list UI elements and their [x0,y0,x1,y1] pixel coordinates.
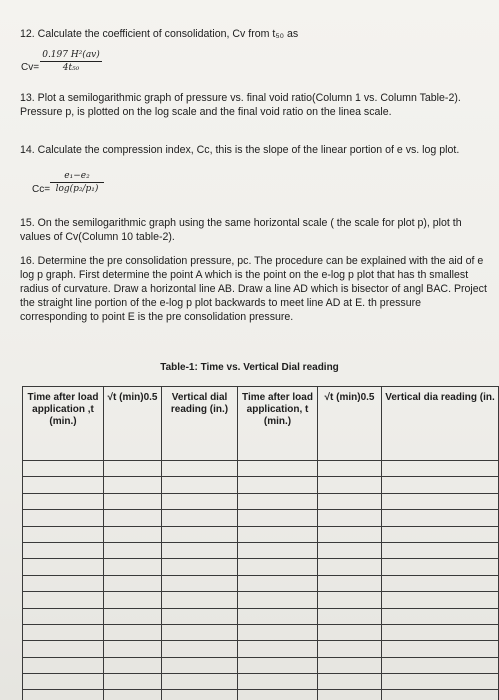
table-cell [162,690,238,700]
table-cell [162,608,238,624]
table-cell [162,657,238,673]
table-cell [23,510,104,526]
table-cell [382,575,499,591]
table-cell [238,461,318,477]
table-cell [382,477,499,493]
cc-numerator: e₁−e₂ [64,171,90,181]
table-cell [104,559,162,575]
table-cell [23,608,104,624]
table-cell [104,608,162,624]
table-cell [162,641,238,657]
table-cell [382,657,499,673]
table-cell [238,510,318,526]
table-cell [104,690,162,700]
cc-fraction [50,171,104,194]
fraction-bar [50,182,104,183]
table-cell [318,624,382,640]
table-cell [23,477,104,493]
table-cell [238,624,318,640]
table-cell [238,559,318,575]
cc-lhs: Cc= [32,184,51,195]
table-header-row [23,387,499,461]
table-row [23,461,499,477]
table-row [23,674,499,690]
cc-denominator: log(p₂/p₁) [55,184,99,194]
table-cell [238,592,318,608]
table-cell [162,493,238,509]
table-row [23,542,499,558]
table-cell [23,575,104,591]
item-16: 16. Determine the pre consolidation pressure, pc. The procedure can be explained with the aid of e log p graph. First determine the point A which is the point on the e-log p plot that has th smallest radius of curvature. Draw a horizontal line AB. Draw a line AD which is bisector of angl BAC. Project the straight line portion of the e-log p plot backwards to meet line AD at E. th pressure corresponding to point E is the pre consolidation pressure. [20,255,487,323]
table-cell [238,542,318,558]
table-cell [162,510,238,526]
table-cell [23,493,104,509]
table-cell [23,461,104,477]
table-cell [238,477,318,493]
table-cell [104,624,162,640]
table-cell [318,559,382,575]
table-cell [162,542,238,558]
header-sqrt-t-2: √t (min)0.5 [318,387,382,461]
table-row [23,559,499,575]
table-cell [162,674,238,690]
table-cell [104,461,162,477]
table-cell [23,526,104,542]
table-cell [23,624,104,640]
table-cell [162,624,238,640]
table-cell [318,461,382,477]
table-row [23,657,499,673]
table-cell [318,657,382,673]
cv-fraction [40,50,102,73]
table-row [23,641,499,657]
table-cell [382,493,499,509]
table-cell [318,493,382,509]
table-cell [162,526,238,542]
table-cell [162,559,238,575]
table-cell [23,674,104,690]
cv-lhs: Cv= [21,62,40,73]
table-cell [238,526,318,542]
table-caption: Table-1: Time vs. Vertical Dial reading [160,362,339,373]
table-cell [382,526,499,542]
table-cell [318,592,382,608]
header-time-1: Time after load application ,t (min.) [23,387,104,461]
table-cell [238,657,318,673]
table-cell [318,542,382,558]
table-cell [382,559,499,575]
table-cell [318,690,382,700]
table-cell [382,592,499,608]
table-row [23,493,499,509]
table-row [23,526,499,542]
table-cell [162,461,238,477]
table-cell [104,477,162,493]
table-cell [382,674,499,690]
table-row [23,592,499,608]
item-12: 12. Calculate the coefficient of consolidation, Cv from t₅₀ as [20,28,299,40]
header-dial-2: Vertical dia reading (in. [382,387,499,461]
table-cell [104,493,162,509]
item-14: 14. Calculate the compression index, Cc, this is the slope of the linear portion of e vs. log plot. [20,144,460,156]
table-cell [318,608,382,624]
table-cell [162,477,238,493]
table-cell [23,641,104,657]
table-cell [318,477,382,493]
table-cell [238,575,318,591]
table-cell [23,690,104,700]
item-13: 13. Plot a semilogarithmic graph of pressure vs. final void ratio(Column 1 vs. Column Table-2). Pressure p, is plotted on the log scale and the final void ratio on the linea scale. [20,92,461,118]
table-cell [104,657,162,673]
table-body [23,461,499,700]
table-cell [382,690,499,700]
table-cell [104,641,162,657]
time-dial-table [22,386,499,700]
table-cell [382,461,499,477]
table-cell [104,542,162,558]
table-cell [23,592,104,608]
table-cell [162,575,238,591]
table-cell [238,641,318,657]
table-cell [318,641,382,657]
fraction-bar [40,61,102,62]
table-row [23,608,499,624]
table-row [23,575,499,591]
table-cell [104,674,162,690]
table-cell [382,542,499,558]
cv-denominator: 4t₅₀ [62,63,80,73]
table-cell [104,526,162,542]
table-cell [318,575,382,591]
table-cell [318,510,382,526]
table-cell [238,493,318,509]
table-cell [238,674,318,690]
table-cell [382,641,499,657]
table-cell [382,624,499,640]
table-cell [23,559,104,575]
table-cell [104,575,162,591]
header-dial-1: Vertical dial reading (in.) [162,387,238,461]
table-cell [238,608,318,624]
table-cell [382,608,499,624]
table-row [23,510,499,526]
table-cell [162,592,238,608]
header-sqrt-t-1: √t (min)0.5 [104,387,162,461]
table-cell [23,657,104,673]
table-cell [318,674,382,690]
table-cell [104,592,162,608]
item-15: 15. On the semilogarithmic graph using the same horizontal scale ( the scale for plot p), plot th values of Cv(Column 10 table-2). [20,217,462,243]
table-cell [382,510,499,526]
cv-numerator: 0.197 H²(av) [42,50,100,60]
header-time-2: Time after load application, t (min.) [238,387,318,461]
table-row [23,624,499,640]
table-cell [318,526,382,542]
table-cell [104,510,162,526]
table-cell [238,690,318,700]
table-row [23,477,499,493]
table-cell [23,542,104,558]
table-row [23,690,499,700]
